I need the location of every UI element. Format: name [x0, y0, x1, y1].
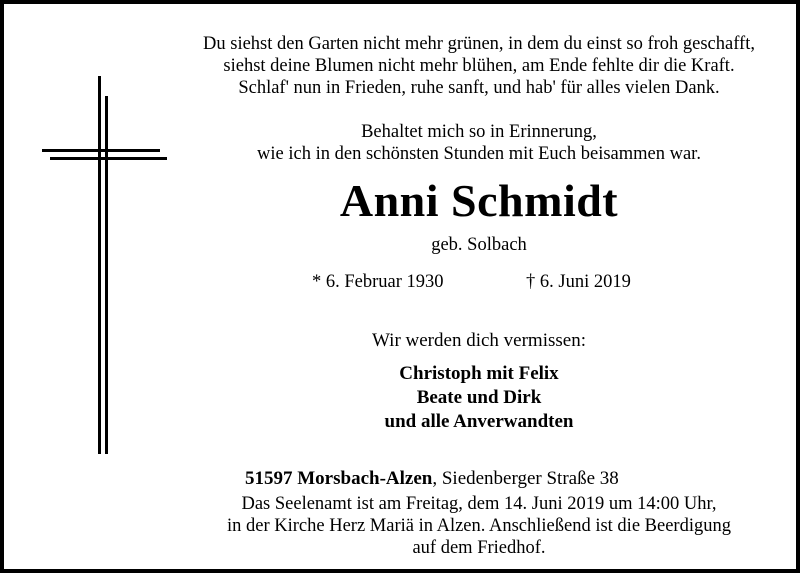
death-date: † 6. Juni 2019	[526, 272, 631, 292]
mourners-intro: Wir werden dich vermissen:	[372, 330, 586, 351]
maiden-name: geb. Solbach	[431, 235, 527, 255]
quote-line: wie ich in den schönsten Stunden mit Euch beisammen war.	[257, 144, 701, 164]
service-line: Das Seelenamt ist am Freitag, dem 14. Juni 2019 um 14:00 Uhr,	[241, 494, 717, 514]
cross-horizontal-bar-lower	[50, 157, 167, 160]
address-street: , Siedenberger Straße 38	[432, 468, 619, 489]
cross-horizontal-bar	[42, 149, 160, 152]
deceased-name: Anni Schmidt	[339, 175, 619, 226]
poem-line: Schlaf' nun in Frieden, ruhe sanft, und hab' für alles vielen Dank.	[238, 78, 720, 98]
address-city: 51597 Morsbach-Alzen	[245, 468, 433, 489]
quote-line: Behaltet mich so in Erinnerung,	[361, 122, 597, 142]
mourner-name: Beate und Dirk	[416, 387, 542, 408]
cross-vertical-bar	[98, 76, 101, 454]
poem-line: Du siehst den Garten nicht mehr grünen, in dem du einst so froh geschafft,	[203, 34, 755, 54]
poem-line: siehst deine Blumen nicht mehr blühen, am Ende fehlte dir die Kraft.	[223, 56, 735, 76]
mourner-name: und alle Anverwandten	[384, 411, 574, 432]
birth-date: * 6. Februar 1930	[312, 272, 444, 292]
address	[245, 468, 619, 490]
service-line: in der Kirche Herz Mariä in Alzen. Anschließend ist die Beerdigung	[227, 516, 731, 536]
service-line: auf dem Friedhof.	[412, 538, 546, 558]
mourner-name: Christoph mit Felix	[399, 363, 559, 384]
